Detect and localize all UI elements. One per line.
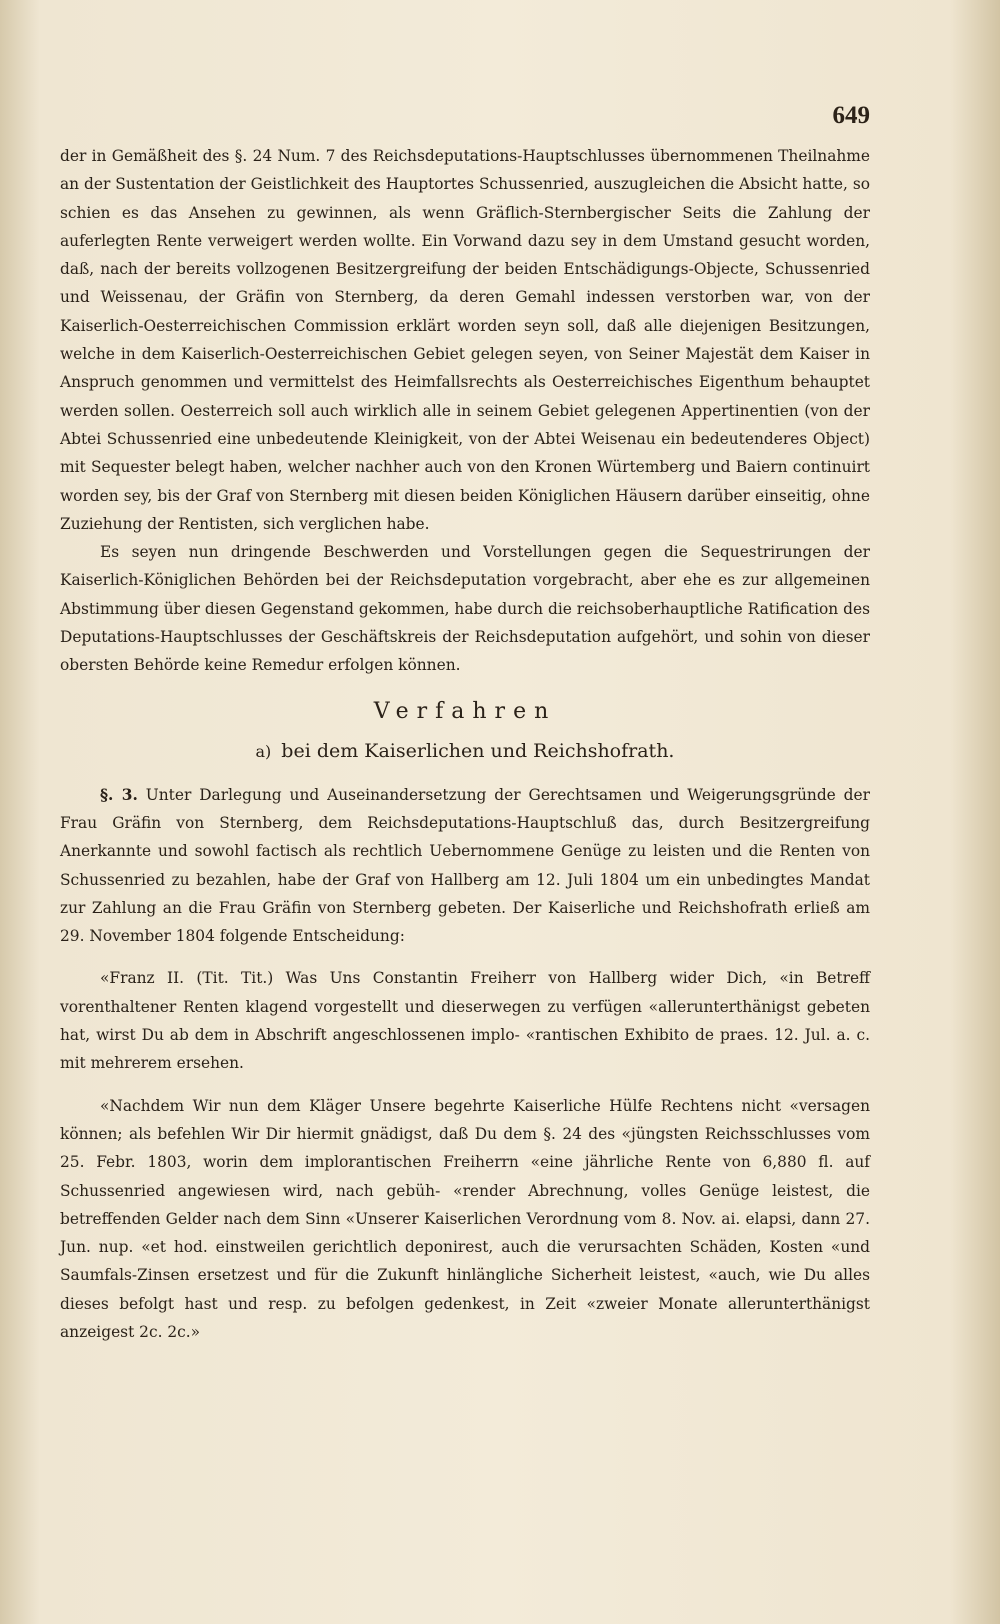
section-paragraph	[60, 781, 870, 951]
subheading-text: bei dem Kaiserlichen und Reichshofrath.	[281, 739, 675, 762]
quote-block-1: «Franz II. (Tit. Tit.) Was Uns Constantin Freiherr von Hallberg wider Dich, «in Betreff vorenthaltener Renten klagend vorgestellt und dieserwegen zu verfügen «allerunterthänigst gebeten hat, wirst Du ab dem in Abschrift angeschlossenen implo- «rantischen Exhibito de praes. 12. Jul. a. c. mit mehrerem ersehen.	[60, 969, 870, 1073]
body-text	[60, 142, 870, 1346]
section-mark: §. 3.	[100, 785, 138, 804]
page-number: 649	[832, 102, 870, 129]
section-subheading	[60, 736, 870, 767]
subheading-letter: a)	[255, 741, 272, 761]
spacer	[60, 950, 870, 964]
section-heading: Verfahren	[373, 698, 557, 724]
paragraph-continuation: der in Gemäßheit des §. 24 Num. 7 des Reichsdeputations-Hauptschlusses übernommenen Theilnahme an der Sustentation der Geistlichkeit des Hauptortes Schussenried, auszugleichen die Absicht hatte, so schien es das Ansehen zu gewinnen, als wenn Gräflich-Sternbergischer Seits die Zahlung der auferlegten Rente verweigert werden wollte. Ein Vorwand dazu sey in dem Umstand gesucht worden, daß, nach der bereits vollzogenen Besitzergreifung der beiden Entschädigungs-Objecte, Schussenried und Weissenau, der Gräfin von Sternberg, da deren Gemahl indessen verstorben war, von der Kaiserlich-Oesterreichischen Commission erklärt worden seyn soll, daß alle diejenigen Besitzungen, welche in dem Kaiserlich-Oesterreichischen Gebiet gelegen seyen, von Seiner Majestät dem Kaiser in Anspruch genommen und vermittelst des Heimfallsrechts als Oesterreichisches Eigenthum behauptet werden sollen. Oesterreich soll auch wirklich alle in seinem Gebiet gelegenen Appertinentien (von der Abtei Schussenried eine unbedeutende Kleinigkeit, von der Abtei Weisenau ein bedeutenderes Object) mit Sequester belegt haben, welcher nachher auch von den Kronen Würtemberg und Baiern continuirt worden sey, bis der Graf von Sternberg mit diesen beiden Königlichen Häusern darüber einseitig, ohne Zuziehung der Rentisten, sich verglichen habe.	[60, 147, 870, 533]
paragraph-complaints: Es seyen nun dringende Beschwerden und Vorstellungen gegen die Sequestrirungen der Kaiserlich-Königlichen Behörden bei der Reichsdeputation vorgebracht, aber ehe es zur allgemeinen Abstimmung über diesen Gegenstand gekommen, habe durch die reichsoberhauptliche Ratification des Deputations-Hauptschlusses der Geschäftskreis der Reichsdeputation aufgehört, und sohin von dieser obersten Behörde keine Remedur erfolgen können.	[60, 543, 870, 675]
spacer	[60, 1078, 870, 1092]
quote-block-2: «Nachdem Wir nun dem Kläger Unsere begehrte Kaiserliche Hülfe Rechtens nicht «versagen können; als befehlen Wir Dir hiermit gnädigst, daß Du dem §. 24 des «jüngsten Reichsschlusses vom 25. Febr. 1803, worin dem implorantischen Freiherrn «eine jährliche Rente von 6,880 fl. auf Schussenried angewiesen wird, nach gebüh- «render Abrechnung, volles Genüge leistest, die betreffenden Gelder nach dem Sinn «Unserer Kaiserlichen Verordnung vom 8. Nov. ai. elapsi, dann 27. Jun. nup. «et hod. einstweilen gerichtlich deponirest, auch die verursachten Schäden, Kosten «und Saumfals-Zinsen ersetzest und für die Zukunft hinlängliche Sicherheit leistest, «auch, wie Du alles dieses befolgt hast und resp. zu befolgen gedenkest, in Zeit «zweier Monate allerunterthänigst anzeigest 2c. 2c.»	[60, 1096, 870, 1341]
section-paragraph-text: Unter Darlegung und Auseinandersetzung der Gerechtsamen und Weigerungsgründe der Frau Gräfin von Sternberg, dem Reichsdeputations-Hauptschluß das, durch Besitzergreifung Anerkannte und sowohl factisch als rechtlich Uebernommene Genüge zu leisten und die Renten von Schussenried zu bezahlen, habe der Graf von Hallberg am 12. Juli 1804 um ein unbedingtes Mandat zur Zahlung an die Frau Gräfin von Sternberg gebeten. Der Kaiserliche und Reichshofrath erließ am 29. November 1804 folgende Entscheidung:	[60, 785, 870, 946]
